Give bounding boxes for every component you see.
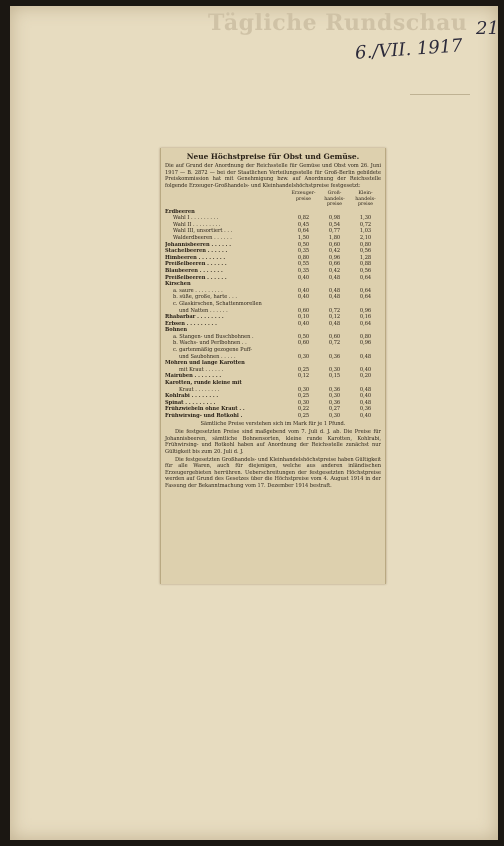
newspaper-clipping (160, 148, 386, 584)
price-value: 0,77 (328, 228, 341, 235)
price-value: 0,66 (328, 261, 341, 268)
price-value: 0,42 (328, 267, 341, 274)
price-value: 0,16 (359, 314, 372, 321)
column-header: Groß-handels-preise (324, 191, 345, 208)
price-row (165, 360, 381, 367)
price-row (165, 334, 381, 341)
price-value: 0,72 (328, 307, 341, 314)
price-row (165, 268, 381, 275)
price-value: 0,25 (297, 366, 310, 373)
price-table-header (165, 191, 381, 207)
price-value: 0,20 (359, 373, 372, 380)
price-value: 0,30 (328, 413, 341, 419)
product-label: b. Wachs- und Perlbohnen . . (173, 340, 247, 347)
price-value: 0,96 (359, 307, 372, 314)
price-value: 0,55 (297, 261, 310, 268)
price-value: 0,64 (359, 287, 372, 294)
price-value: 1,30 (359, 215, 372, 222)
product-label: Mairüben . . . . . . . . (165, 373, 222, 380)
price-value: 0,40 (297, 287, 310, 294)
price-value: 0,72 (359, 221, 372, 228)
price-value: 0,64 (359, 320, 372, 327)
price-value: 0,48 (328, 274, 341, 281)
price-row (165, 413, 381, 420)
price-value: 0,36 (328, 399, 341, 406)
price-value: 0,48 (328, 320, 341, 327)
price-row (165, 373, 381, 380)
price-value: 0,40 (359, 393, 372, 400)
pencil-rule (410, 94, 470, 95)
product-label: Blaubeeren . . . . . . . (165, 267, 223, 274)
price-table (165, 209, 381, 420)
price-value: 0,54 (328, 221, 341, 228)
price-value: 0,30 (297, 353, 310, 360)
price-value: 0,50 (297, 333, 310, 340)
price-value: 0,64 (359, 294, 372, 301)
product-label: Kirschen (165, 281, 191, 288)
price-value: 0,30 (328, 393, 341, 400)
product-label: Johannisbeeren . . . . . . (165, 241, 231, 248)
price-value: 0,72 (328, 340, 341, 347)
price-row (165, 347, 381, 354)
price-row (165, 400, 381, 407)
price-row (165, 288, 381, 295)
product-label: mit Kraut . . . . . . (179, 366, 224, 373)
price-row (165, 228, 381, 235)
price-value: 1,80 (328, 234, 341, 241)
product-label: c. Glaskirschen, Schattenmorellen (173, 300, 262, 307)
product-label: Wahl III, unsortiert . . . (173, 228, 233, 235)
product-label: Karotten, runde kleine mit (165, 380, 242, 387)
handwritten-page-number: 21 (476, 18, 499, 39)
product-label: Stachelbeeren . . . . . . (165, 248, 228, 255)
product-label: Kohlrabi . . . . . . . . (165, 393, 219, 400)
price-value: 0,96 (328, 254, 341, 261)
price-value: 0,80 (359, 241, 372, 248)
price-row (165, 406, 381, 413)
price-row (165, 327, 381, 334)
price-value: 0,80 (297, 254, 310, 261)
clipping-title: Neue Höchstpreise für Obst und Gemüse. (186, 152, 360, 161)
price-value: 0,98 (328, 215, 341, 222)
product-label: a. Stangen- und Buschbohnen . (173, 333, 254, 340)
price-value: 0,25 (297, 413, 310, 419)
price-value: 1,28 (359, 254, 372, 261)
price-row (165, 308, 381, 315)
product-label: Frühwirsing- und Rotkohl . (165, 413, 243, 419)
product-label: Erdbeeren (165, 208, 195, 215)
price-value: 0,25 (297, 393, 310, 400)
price-value: 0,60 (297, 307, 310, 314)
price-value: 0,35 (297, 248, 310, 255)
price-value: 0,60 (297, 340, 310, 347)
price-value: 0,40 (297, 320, 310, 327)
product-label: Erbsen . . . . . . . . . (165, 320, 217, 327)
price-row (165, 301, 381, 308)
product-label: Frühzwiebeln ohne Kraut . . (165, 406, 245, 413)
price-row (165, 255, 381, 262)
price-value: 0,15 (328, 373, 341, 380)
price-row (165, 314, 381, 321)
product-label: Rhabarbar . . . . . . . . (165, 314, 224, 321)
product-label: Bohnen (165, 327, 188, 334)
price-value: 0,36 (328, 386, 341, 393)
product-label: Preißelbeeren . . . . . . (165, 261, 227, 268)
price-row (165, 248, 381, 255)
price-value: 0,40 (297, 294, 310, 301)
product-label: und Natten . . . . . . (179, 307, 228, 314)
price-value: 0,36 (328, 353, 341, 360)
price-value: 0,60 (328, 241, 341, 248)
price-row (165, 367, 381, 374)
price-value: 0,35 (297, 267, 310, 274)
product-label: und Saubohnen . . . . . (179, 353, 236, 360)
price-value: 0,30 (328, 366, 341, 373)
price-row (165, 393, 381, 400)
price-value: 0,30 (297, 386, 310, 393)
product-label: Wahl II . . . . . . . . . (173, 221, 221, 228)
product-label: Wahl I . . . . . . . . . (173, 215, 219, 222)
price-value: 0,88 (359, 261, 372, 268)
price-value: 0,48 (359, 386, 372, 393)
price-row (165, 340, 381, 347)
price-value: 0,42 (328, 248, 341, 255)
price-value: 0,30 (297, 399, 310, 406)
price-row (165, 387, 381, 394)
price-value: 0,64 (359, 274, 372, 281)
price-row (165, 354, 381, 361)
price-value: 0,10 (297, 314, 310, 321)
price-row (165, 380, 381, 387)
product-label: Walderdbeeren . . . . . . (173, 234, 232, 241)
price-value: 0,60 (328, 333, 341, 340)
price-value: 0,40 (359, 366, 372, 373)
price-value: 0,80 (359, 333, 372, 340)
clipping-intro: Die auf Grund der Anordnung der Reichsstelle für Gemüse und Obst vom 26. Juni 1917 — B. 2872 — bei der Staatlichen Verteilungsstelle für Groß-Berlin gebildete Preiskommission hat mit Genehmigung bzw. auf Anordnung der Reichsstelle folgende Erzeuger-Großhandels- und Kleinhandelshöchstpreise festgesetzt: (165, 163, 381, 189)
price-value: 0,48 (328, 287, 341, 294)
handwritten-date: 6./VII. 1917 (354, 35, 464, 64)
product-label: Möhren und lange Karotten (165, 360, 245, 367)
price-value: 0,64 (297, 228, 310, 235)
price-value: 0,56 (359, 248, 372, 255)
price-value: 0,12 (297, 373, 310, 380)
price-value: 0,22 (297, 406, 310, 413)
product-label: Preißelbeeren . . . . . . (165, 274, 227, 281)
product-label: Spinat . . . . . . . . . (165, 399, 216, 406)
column-header: Erzeuger-preise (291, 191, 316, 202)
price-value: 0,27 (328, 406, 341, 413)
price-row (165, 281, 381, 288)
price-value: 0,48 (328, 294, 341, 301)
price-value: 0,48 (359, 399, 372, 406)
price-value: 0,96 (359, 340, 372, 347)
price-value: 0,82 (297, 215, 310, 222)
price-value: 0,48 (359, 353, 372, 360)
price-value: 1,50 (297, 234, 310, 241)
product-label: a. saure . . . . . . . . . (173, 287, 223, 294)
newspaper-masthead: Tägliche Rundschau (208, 10, 468, 36)
price-value: 2,10 (359, 234, 372, 241)
price-value: 0,36 (359, 406, 372, 413)
price-value: 0,45 (297, 221, 310, 228)
price-value: 0,40 (297, 274, 310, 281)
price-row (165, 222, 381, 229)
product-label: b. süße, große, harte . . . (173, 294, 237, 301)
clipping-paragraph: Die festgesetzten Großhandels- und Kleinhandelshöchstpreise haben Gültigkeit für alle Waren, auch für diejenigen, welche aus anderen inländischen Erzeugergebieten herrühren. Ueberschreitungen der festgesetzten Höchstpreise werden auf Grund des Gesetzes über die Höchstpreise vom 4. August 1914 in der Fassung der Bekanntmachung vom 17. Dezember 1914 bestraft. (165, 456, 381, 489)
price-row (165, 209, 381, 216)
price-row (165, 321, 381, 328)
price-value: 1,03 (359, 228, 372, 235)
product-label: c. gartenmäßig gezogene Puff- (173, 347, 253, 354)
price-row (165, 275, 381, 282)
price-value: 0,56 (359, 267, 372, 274)
price-row (165, 242, 381, 249)
price-value: 0,40 (359, 413, 372, 419)
price-value: 0,12 (328, 314, 341, 321)
price-row (165, 261, 381, 268)
price-row (165, 215, 381, 222)
price-row (165, 235, 381, 242)
clipping-paragraph: Die festgesetzten Preise sind maßgebend vom 7. Juli d. J. ab. Die Preise für Johannisbeeren, sämtliche Bohnensorten, kleine runde Karotten, Kohlrabi, Frühwirsing- und Rotkohl haben auf Anordnung der Reichsstelle zunächst nur Gültigkeit bis zum 20. Juli d. J. (165, 429, 381, 455)
column-header: Klein-handels-preise (355, 191, 376, 208)
price-value: 0,50 (297, 241, 310, 248)
product-label: Himbeeren . . . . . . . . (165, 254, 226, 261)
price-row (165, 294, 381, 301)
product-label: Kraut . . . . . . . . (179, 386, 220, 393)
price-footnote: Sämtliche Preise verstehen sich im Mark für je 1 Pfund. (200, 420, 346, 427)
